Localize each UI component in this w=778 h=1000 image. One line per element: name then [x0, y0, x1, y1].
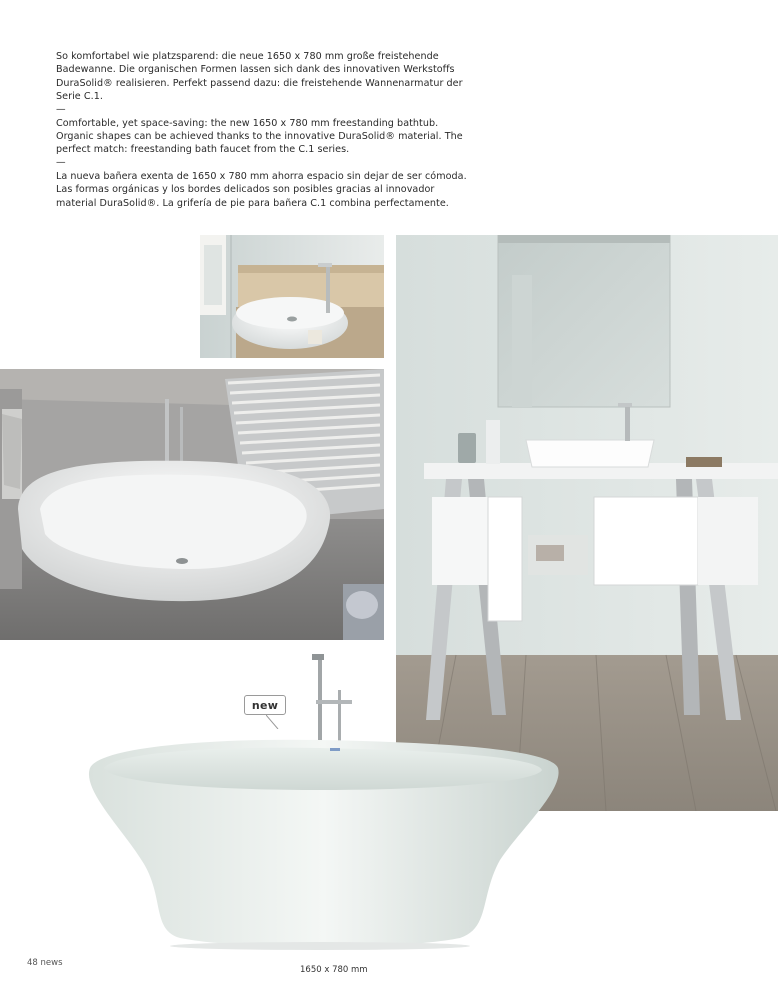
new-badge: new	[244, 695, 286, 715]
freestanding-bathtub-image	[80, 650, 570, 950]
description-german: So komfortabel wie platzsparend: die neue 1650 x 780 mm große freistehende Badewanne. Die organischen Formen lassen sich dank des innovativen Werkstoffs DuraSolid® realisieren. Perfekt passend dazu: die freistehende Wannenarmatur der Serie C.1.	[56, 51, 463, 103]
page-number: 48 news	[27, 958, 63, 968]
product-dimensions: 1650 x 780 mm	[300, 965, 368, 975]
language-separator: —	[56, 103, 66, 115]
description-spanish: La nueva bañera exenta de 1650 x 780 mm ahorra espacio sin dejar de ser cómoda. Las formas orgánicas y los bordes delicados son posibles gracias al innovador material DuraSolid®. La grifería de pie para bañera C.1 combina perfectamente.	[56, 170, 467, 209]
product-description	[56, 50, 476, 210]
description-english: Comfortable, yet space-saving: the new 1650 x 780 mm freestanding bathtub. Organic shapes can be achieved thanks to the innovative DuraSolid® material. The perfect match: freestanding bath faucet from the C.1 series.	[56, 117, 463, 156]
bathroom-tub-photo	[0, 369, 384, 640]
language-separator: —	[56, 156, 66, 168]
basin-photo	[200, 235, 384, 358]
badge-pointer-icon	[266, 715, 280, 729]
